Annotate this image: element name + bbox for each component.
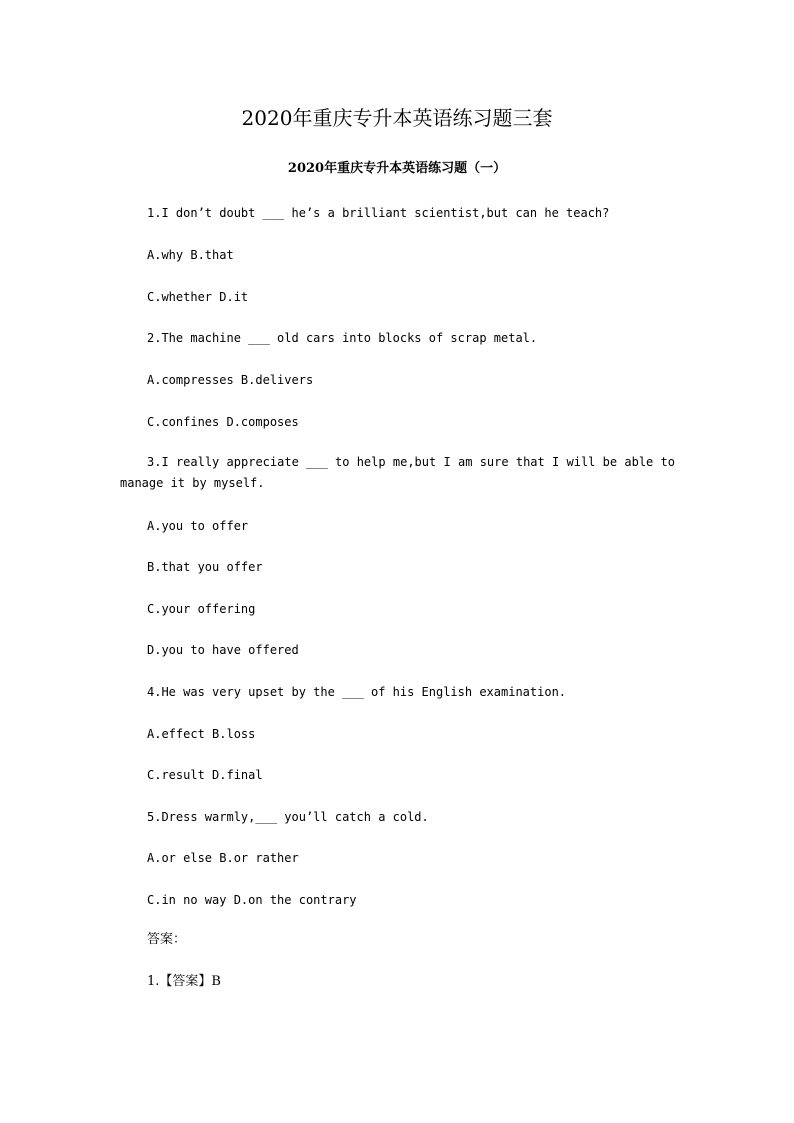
document-title: 2020年重庆专升本英语练习题三套 xyxy=(241,106,553,130)
question-5: 5.Dress warmly,___ you’ll catch a cold. xyxy=(147,810,429,824)
question-3: 3.I really appreciate ___ to help me,but I am sure that I will be able to manage it by myself. xyxy=(120,455,675,490)
question-3-option-a: A.you to offer xyxy=(147,519,249,533)
question-5-options-ab: A.or else B.or rather xyxy=(147,851,299,865)
question-5-options-cd: C.in no way D.on the contrary xyxy=(147,893,357,907)
question-3-option-b: B.that you offer xyxy=(147,560,263,574)
question-2: 2.The machine ___ old cars into blocks of scrap metal. xyxy=(147,331,538,345)
question-4-options-ab: A.effect B.loss xyxy=(147,727,256,741)
question-2-options-cd: C.confines D.composes xyxy=(147,415,299,429)
question-2-options-ab: A.compresses B.delivers xyxy=(147,373,314,387)
question-3-option-c: C.your offering xyxy=(147,602,256,616)
question-1-options-ab: A.why B.that xyxy=(147,248,234,262)
answer-1: 1.【答案】B xyxy=(147,974,221,989)
question-1-options-cd: C.whether D.it xyxy=(147,290,249,304)
question-4: 4.He was very upset by the ___ of his English examination. xyxy=(147,685,567,699)
question-4-options-cd: C.result D.final xyxy=(147,768,263,782)
section-title: 2020年重庆专升本英语练习题（一） xyxy=(287,161,507,176)
question-3-option-d: D.you to have offered xyxy=(147,643,299,657)
answers-heading: 答案： xyxy=(147,932,187,947)
question-1: 1.I don’t doubt ___ he’s a brilliant scientist,but can he teach? xyxy=(147,206,610,220)
